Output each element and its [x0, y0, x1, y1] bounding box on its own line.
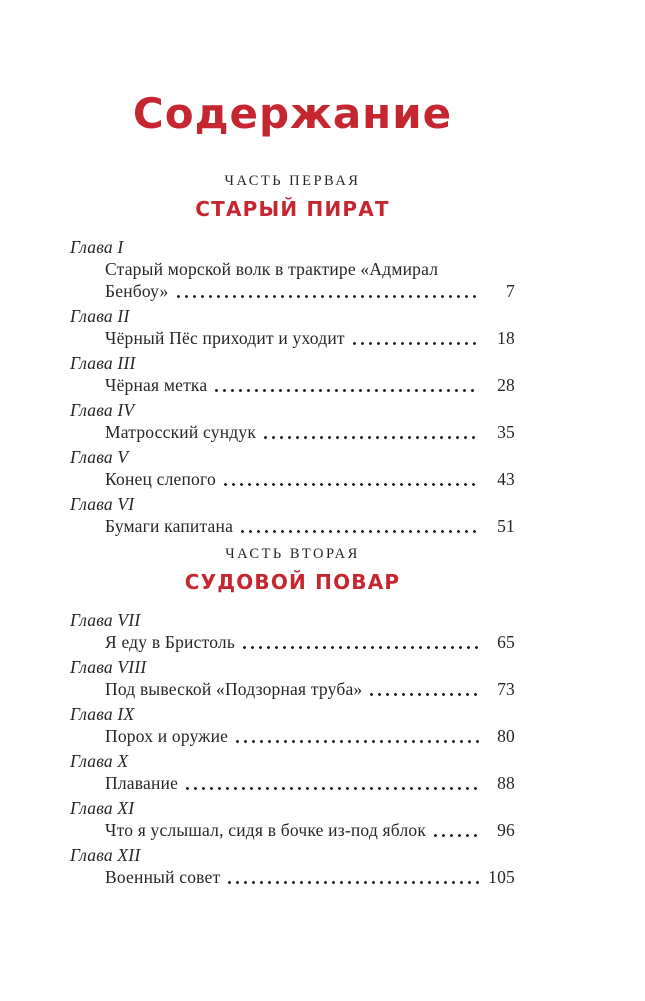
dot-leader [434, 833, 479, 838]
page-number: 80 [497, 726, 515, 746]
toc-entry [70, 236, 515, 302]
toc-entry [70, 609, 515, 653]
chapter-title-text: Старый морской волк в трактире «Адмирал [105, 259, 439, 279]
page-title: Содержание [132, 89, 453, 138]
chapter-title-line [70, 374, 515, 396]
chapter-title-line [70, 327, 515, 349]
toc-entry [70, 656, 515, 700]
chapter-label: Глава II [70, 306, 130, 326]
dot-leader [243, 645, 479, 650]
page-number: 18 [497, 328, 515, 348]
chapter-title-text: Что я услышал, сидя в бочке из-под яблок [105, 820, 427, 840]
dot-leader [353, 341, 479, 346]
dot-leader [264, 435, 479, 440]
chapter-title-line [70, 515, 515, 537]
toc-entry [70, 493, 515, 537]
dot-leader [241, 529, 479, 534]
dot-leader [177, 294, 479, 299]
dot-leader [224, 482, 479, 487]
toc-entry [70, 797, 515, 841]
page-number: 65 [497, 632, 515, 652]
page-number: 73 [497, 679, 515, 699]
page-number: 28 [497, 375, 515, 395]
toc-entry [70, 399, 515, 443]
chapter-label: Глава X [70, 751, 129, 771]
toc-entry [70, 305, 515, 349]
chapter-title-text: Матросский сундук [105, 422, 257, 442]
part-entries [70, 609, 515, 888]
part-title: СТАРЫЙ ПИРАТ [195, 197, 390, 221]
toc-part [70, 172, 515, 537]
dot-leader [228, 880, 479, 885]
toc-part [70, 545, 515, 888]
chapter-title-text: Военный совет [105, 867, 221, 887]
chapter-title-text: Бенбоу» [105, 281, 169, 301]
chapter-title-line [70, 468, 515, 490]
chapter-title-text: Конец слепого [105, 469, 216, 489]
page-number: 96 [497, 820, 515, 840]
dot-leader [186, 786, 479, 791]
chapter-label: Глава V [70, 447, 129, 467]
chapter-title-text: Плавание [105, 773, 179, 793]
chapter-label: Глава VII [70, 610, 141, 630]
toc-entry [70, 750, 515, 794]
dot-leader [236, 739, 479, 744]
toc-entry [70, 844, 515, 888]
chapter-title-line [70, 280, 515, 302]
page-number: 105 [488, 867, 515, 887]
toc-parts [70, 172, 515, 888]
toc-entry [70, 352, 515, 396]
chapter-label: Глава I [70, 237, 124, 257]
chapter-title-line [70, 725, 515, 747]
page-number: 88 [497, 773, 515, 793]
part-label: ЧАСТЬ ВТОРАЯ [225, 546, 360, 562]
chapter-label: Глава III [70, 353, 136, 373]
page-number: 51 [497, 516, 515, 536]
page-number: 7 [506, 281, 515, 301]
part-entries [70, 236, 515, 537]
chapter-title-line [70, 819, 515, 841]
chapter-title-text: Я еду в Бристоль [105, 632, 236, 652]
chapter-title-text: Чёрная метка [105, 375, 208, 395]
chapter-title-line [70, 258, 515, 280]
chapter-title-line [70, 678, 515, 700]
chapter-label: Глава IX [70, 704, 135, 724]
page-number: 43 [497, 469, 515, 489]
chapter-title-text: Под вывеской «Подзорная труба» [105, 679, 363, 699]
chapter-title-line [70, 866, 515, 888]
chapter-title-line [70, 421, 515, 443]
toc-entry [70, 446, 515, 490]
part-title: СУДОВОЙ ПОВАР [184, 570, 401, 594]
chapter-label: Глава VI [70, 494, 135, 514]
chapter-label: Глава VIII [70, 657, 147, 677]
chapter-title-text: Бумаги капитана [105, 516, 234, 536]
chapter-label: Глава IV [70, 400, 135, 420]
chapter-label: Глава XII [70, 845, 141, 865]
chapter-title-line [70, 772, 515, 794]
dot-leader [370, 692, 479, 697]
chapter-title-line [70, 631, 515, 653]
chapter-title-text: Чёрный Пёс приходит и уходит [105, 328, 345, 348]
chapter-label: Глава XI [70, 798, 135, 818]
toc-entry [70, 703, 515, 747]
dot-leader [215, 388, 479, 393]
chapter-title-text: Порох и оружие [105, 726, 229, 746]
part-label: ЧАСТЬ ПЕРВАЯ [224, 173, 361, 189]
page-number: 35 [497, 422, 515, 442]
